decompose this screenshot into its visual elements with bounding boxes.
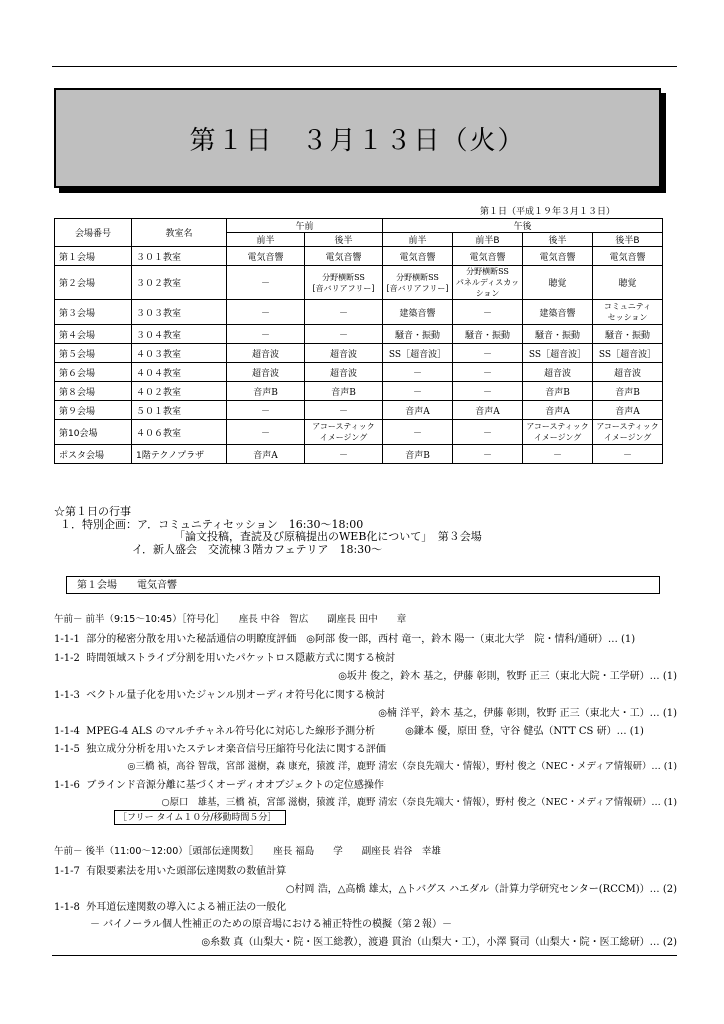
- cell-session: －: [523, 445, 593, 464]
- cell-room: ４０６教室: [132, 420, 227, 445]
- cell-session: 建築音響: [523, 300, 593, 325]
- paper-1-1-1: 1-1-1 部分的秘密分散を用いた秘話通信の明瞭度評価 ◎阿部 俊一郎，西村 竜一，鈴木 陽一（東北大学 院・情科/通研）… (1): [54, 634, 636, 645]
- cell-session: 分野横断SS [音バリアフリー]: [305, 266, 383, 300]
- schedule-table: [54, 218, 663, 464]
- cell-session: 建築音響: [383, 300, 453, 325]
- cell-session: SS［超音波］: [523, 344, 593, 363]
- cell-session: －: [383, 382, 453, 401]
- paper-authors: ◎糸数 真（山梨大・院・医工総教），渡邉 貫治（山梨大・工），小澤 賢司（山梨大・院・医工総研）… (2): [201, 937, 677, 948]
- cell-hall: 第２会場: [55, 266, 132, 300]
- cell-session: 超音波: [523, 363, 593, 382]
- cell-session: 電気音響: [383, 247, 453, 266]
- cell-session: 騒音・振動: [383, 325, 453, 344]
- table-row: [55, 382, 663, 401]
- cell-room: ４０２教室: [132, 382, 227, 401]
- cell-session: アコースティック イメージング: [523, 420, 593, 445]
- cell-session: －: [453, 420, 523, 445]
- header-room: 教室名: [132, 219, 227, 247]
- cell-hall: 第３会場: [55, 300, 132, 325]
- event-line: １．特別企画：ア．コミュニティセッション 16:30～18:00: [60, 517, 364, 531]
- cell-session: 騒音・振動: [523, 325, 593, 344]
- cell-session: 聴覚: [593, 266, 663, 300]
- sub-header: 前半: [383, 233, 453, 247]
- table-row: [55, 266, 663, 300]
- paper-1-1-2: 1-1-2 時間領域ストライプ分割を用いたパケットロス隠蔽方式に関する検討: [54, 653, 396, 664]
- paper-1-1-7: 1-1-7 有限要素法を用いた頭部伝達関数の数値計算: [54, 866, 287, 877]
- cell-session: コミュニティ セッション: [593, 300, 663, 325]
- cell-session: 電気音響: [523, 247, 593, 266]
- cell-session: 音声B: [523, 382, 593, 401]
- page-title: 第１日 ３月１３日（火）: [189, 125, 526, 156]
- cell-session: －: [453, 445, 523, 464]
- cell-session: －: [227, 325, 305, 344]
- event-line: 「論文投稿，査読及び原稿提出のWEB化について」 第３会場: [174, 530, 482, 543]
- cell-session: －: [227, 420, 305, 445]
- paper-subtitle: － バイノーラル個人性補正のための原音場における補正特性の模擬（第２報）－: [90, 919, 452, 930]
- event-line: イ．新人盛会 交流棟３階カフェテリア 18:30～: [132, 542, 383, 556]
- cell-session: －: [227, 401, 305, 420]
- table-row: [55, 325, 663, 344]
- paper-1-1-4: 1-1-4 MPEG-4 ALS のマルチチャネル符号化に対応した線形予測分析 ◎鎌本 優，原田 登，守谷 健弘（NTT CS 研）… (1): [54, 726, 644, 737]
- cell-session: －: [305, 401, 383, 420]
- table-row: [55, 363, 663, 382]
- cell-session: －: [227, 300, 305, 325]
- cell-session: －: [453, 382, 523, 401]
- cell-session: 音声B: [305, 382, 383, 401]
- cell-session: アコースティック イメージング: [593, 420, 663, 445]
- cell-hall: 第５会場: [55, 344, 132, 363]
- cell-session: －: [383, 420, 453, 445]
- cell-session: 音声A: [453, 401, 523, 420]
- session-box: 第１会場 電気音響: [66, 576, 660, 594]
- cell-session: SS［超音波］: [383, 344, 453, 363]
- cell-session: 音声B: [383, 445, 453, 464]
- table-row: [55, 420, 663, 445]
- cell-session: 音声B: [227, 382, 305, 401]
- cell-session: 電気音響: [305, 247, 383, 266]
- paper-authors: ◎坂井 俊之，鈴木 基之，伊藤 彰則，牧野 正三（東北大院・工学研）… (1): [338, 671, 677, 682]
- sub-header: 後半: [523, 233, 593, 247]
- title-box: [54, 88, 661, 188]
- cell-session: 超音波: [227, 363, 305, 382]
- paper-authors: ◎楠 洋平，鈴木 基之，伊藤 彰則，牧野 正三（東北大・工）… (1): [378, 708, 677, 719]
- table-row: [55, 247, 663, 266]
- paper-1-1-5: 1-1-5 独立成分分析を用いたステレオ楽音信号圧縮符号化法に関する評価: [54, 744, 386, 755]
- cell-room: ３０３教室: [132, 300, 227, 325]
- cell-session: －: [383, 363, 453, 382]
- cell-session: 音声A: [523, 401, 593, 420]
- cell-session: SS［超音波］: [593, 344, 663, 363]
- cell-session: 聴覚: [523, 266, 593, 300]
- cell-session: 超音波: [227, 344, 305, 363]
- cell-session: －: [305, 325, 383, 344]
- cell-room: ４０３教室: [132, 344, 227, 363]
- table-row: [55, 401, 663, 420]
- cell-hall: 第８会場: [55, 382, 132, 401]
- cell-room: ３０２教室: [132, 266, 227, 300]
- session-header: 午前－ 前半（9:15～10:45）［符号化］ 座長 中谷 智広 副座長 田中 章: [54, 614, 407, 625]
- cell-session: 超音波: [305, 363, 383, 382]
- cell-session: 音声B: [593, 382, 663, 401]
- cell-session: 音声A: [227, 445, 305, 464]
- cell-room: ４０４教室: [132, 363, 227, 382]
- cell-session: 騒音・振動: [453, 325, 523, 344]
- cell-session: －: [453, 344, 523, 363]
- paper-authors: ◎三橋 禎，高谷 智哉，宮部 滋樹，森 康充，猿渡 洋，鹿野 清宏（奈良先端大・情報），野村 俊之（NEC・メディア情報研）… (1): [127, 761, 677, 772]
- cell-session: －: [593, 445, 663, 464]
- cell-session: 分野横断SS [音バリアフリー]: [383, 266, 453, 300]
- cell-hall: 第１会場: [55, 247, 132, 266]
- cell-hall: 第９会場: [55, 401, 132, 420]
- cell-session: 電気音響: [227, 247, 305, 266]
- cell-session: 超音波: [305, 344, 383, 363]
- cell-hall: ポスタ会場: [55, 445, 132, 464]
- cell-session: －: [305, 300, 383, 325]
- cell-room: ３０１教室: [132, 247, 227, 266]
- cell-session: 超音波: [593, 363, 663, 382]
- cell-session: 電気音響: [593, 247, 663, 266]
- cell-hall: 第10会場: [55, 420, 132, 445]
- cell-session: 音声A: [383, 401, 453, 420]
- top-rule: [52, 66, 677, 67]
- cell-room: 1階テクノプラザ: [132, 445, 227, 464]
- cell-session: 音声A: [593, 401, 663, 420]
- cell-session: －: [305, 445, 383, 464]
- cell-session: －: [453, 363, 523, 382]
- cell-session: 騒音・振動: [593, 325, 663, 344]
- cell-session: 分野横断SS パネルディスカッション: [453, 266, 523, 300]
- cell-session: 電気音響: [453, 247, 523, 266]
- schedule-body: [55, 247, 663, 464]
- paper-1-1-3: 1-1-3 ベクトル量子化を用いたジャンル別オーディオ符号化に関する検討: [54, 690, 385, 701]
- table-row: [55, 445, 663, 464]
- paper-1-1-6: 1-1-6 ブラインド音源分離に基づくオーディオオブジェクトの定位感操作: [54, 780, 384, 791]
- session-header: 午前－ 後半（11:00～12:00）［頭部伝達関数］ 座長 福島 学 副座長 岩谷 幸雄: [54, 846, 441, 857]
- paper-1-1-8: 1-1-8 外耳道伝達関数の導入による補正法の一般化: [54, 902, 287, 913]
- paper-authors: ○村岡 浩，△高橋 雄太，△トバグス ハエダル（計算力学研究センター(RCCM)）… (2): [285, 884, 677, 895]
- events-heading: ☆第１日の行事: [54, 505, 131, 518]
- sub-header: 後半B: [593, 233, 663, 247]
- header-pm: 午後: [383, 219, 663, 233]
- date-note: 第１日（平成１９年３月１３日）: [480, 207, 616, 217]
- free-time-box: ［フリー タイム１０分/移動時間５分］: [114, 810, 286, 825]
- cell-room: ３０４教室: [132, 325, 227, 344]
- sub-header: 前半B: [453, 233, 523, 247]
- header-am: 午前: [227, 219, 383, 233]
- sub-header: 前半: [227, 233, 305, 247]
- bottom-rule: [52, 955, 677, 956]
- events-section: [54, 506, 482, 556]
- cell-hall: 第４会場: [55, 325, 132, 344]
- cell-hall: 第６会場: [55, 363, 132, 382]
- table-row: [55, 300, 663, 325]
- sub-header: 後半: [305, 233, 383, 247]
- paper-authors: ○原口 雄基，三橋 禎，宮部 滋樹，猿渡 洋，鹿野 清宏（奈良先端大・情報），野村 俊之（NEC・メディア情報研）… (1): [161, 797, 677, 808]
- cell-session: －: [227, 266, 305, 300]
- cell-session: －: [453, 300, 523, 325]
- table-row: [55, 344, 663, 363]
- header-hall: 会場番号: [55, 219, 132, 247]
- cell-session: アコースティック イメージング: [305, 420, 383, 445]
- cell-room: ５０１教室: [132, 401, 227, 420]
